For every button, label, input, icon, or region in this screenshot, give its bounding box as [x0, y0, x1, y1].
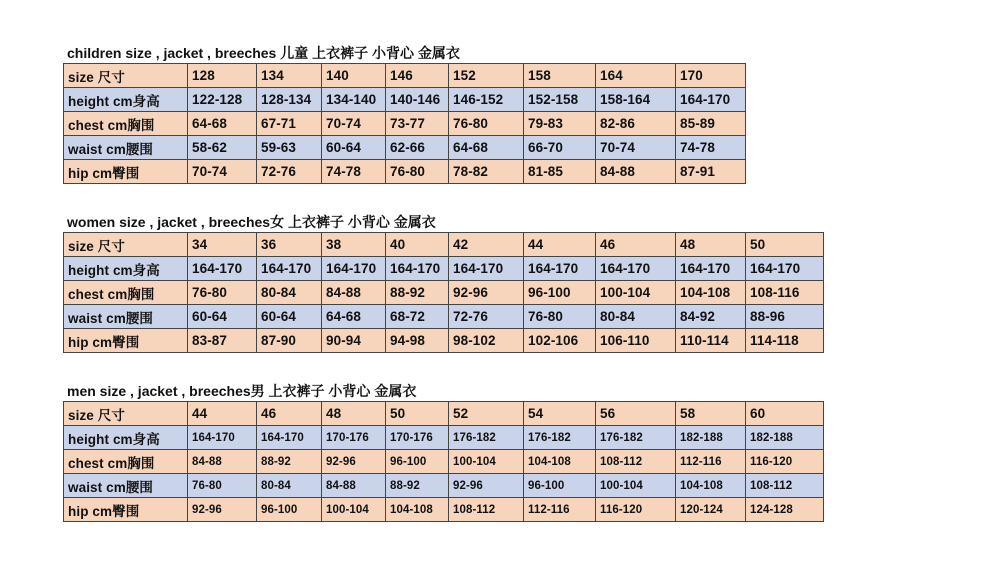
table-cell: 94-98 — [386, 329, 449, 353]
table-cell: 176-182 — [449, 426, 524, 450]
table-cell: 108-112 — [596, 450, 676, 474]
height-row — [64, 426, 824, 450]
table-cell: 42 — [449, 233, 524, 257]
table-cell: 152 — [449, 64, 524, 88]
table-cell: 58 — [676, 402, 746, 426]
table-cell: 124-128 — [746, 498, 824, 522]
table-cell: 72-76 — [449, 305, 524, 329]
men-size-section — [63, 381, 824, 522]
table-cell: 76-80 — [188, 474, 257, 498]
row-label: waist cm腰围 — [64, 305, 188, 329]
table-cell: 88-92 — [386, 474, 449, 498]
table-cell: 84-88 — [322, 474, 386, 498]
table-cell: 38 — [322, 233, 386, 257]
table-cell: 80-84 — [596, 305, 676, 329]
table-cell: 48 — [322, 402, 386, 426]
row-label: hip cm臀围 — [64, 160, 188, 184]
table-cell: 104-108 — [676, 281, 746, 305]
table-cell: 164-170 — [322, 257, 386, 281]
table-cell: 76-80 — [386, 160, 449, 184]
table-cell: 76-80 — [449, 112, 524, 136]
table-cell: 170 — [676, 64, 746, 88]
table-cell: 158-164 — [596, 88, 676, 112]
table-cell: 182-188 — [746, 426, 824, 450]
table-cell: 70-74 — [188, 160, 257, 184]
size-row — [64, 233, 824, 257]
table-cell: 87-91 — [676, 160, 746, 184]
table-cell: 80-84 — [257, 281, 322, 305]
table-cell: 100-104 — [596, 474, 676, 498]
table-cell: 84-88 — [322, 281, 386, 305]
table-cell: 122-128 — [188, 88, 257, 112]
height-row — [64, 88, 746, 112]
table-cell: 128 — [188, 64, 257, 88]
table-cell: 106-110 — [596, 329, 676, 353]
women-size-section — [63, 212, 824, 353]
hip-row — [64, 160, 746, 184]
table-cell: 34 — [188, 233, 257, 257]
table-cell: 58-62 — [188, 136, 257, 160]
table-cell: 68-72 — [386, 305, 449, 329]
table-cell: 100-104 — [322, 498, 386, 522]
table-cell: 88-92 — [386, 281, 449, 305]
table-cell: 116-120 — [746, 450, 824, 474]
table-cell: 134-140 — [322, 88, 386, 112]
table-cell: 120-124 — [676, 498, 746, 522]
table-cell: 60 — [746, 402, 824, 426]
table-cell: 164 — [596, 64, 676, 88]
chest-row — [64, 450, 824, 474]
row-label: size 尺寸 — [64, 402, 188, 426]
table-cell: 67-71 — [257, 112, 322, 136]
table-cell: 164-170 — [386, 257, 449, 281]
table-cell: 84-92 — [676, 305, 746, 329]
table-cell: 46 — [596, 233, 676, 257]
table-cell: 70-74 — [322, 112, 386, 136]
row-label: waist cm腰围 — [64, 136, 188, 160]
row-label: size 尺寸 — [64, 64, 188, 88]
table-cell: 52 — [449, 402, 524, 426]
table-cell: 79-83 — [524, 112, 596, 136]
table-cell: 60-64 — [257, 305, 322, 329]
table-cell: 59-63 — [257, 136, 322, 160]
table-cell: 78-82 — [449, 160, 524, 184]
table-cell: 92-96 — [188, 498, 257, 522]
table-cell: 73-77 — [386, 112, 449, 136]
table-cell: 56 — [596, 402, 676, 426]
table-cell: 116-120 — [596, 498, 676, 522]
table-cell: 164-170 — [257, 426, 322, 450]
hip-row — [64, 329, 824, 353]
table-cell: 96-100 — [524, 281, 596, 305]
women-table-title: women size , jacket , breeches女 上衣裤子 小背心 金属衣 — [67, 214, 436, 230]
table-cell: 54 — [524, 402, 596, 426]
children-size-table — [63, 63, 746, 184]
hip-row — [64, 498, 824, 522]
height-row — [64, 257, 824, 281]
table-cell: 66-70 — [524, 136, 596, 160]
table-cell: 164-170 — [188, 426, 257, 450]
table-cell: 50 — [386, 402, 449, 426]
table-cell: 164-170 — [524, 257, 596, 281]
table-cell: 80-84 — [257, 474, 322, 498]
size-row — [64, 64, 746, 88]
table-cell: 74-78 — [676, 136, 746, 160]
table-cell: 70-74 — [596, 136, 676, 160]
waist-row — [64, 474, 824, 498]
table-cell: 62-66 — [386, 136, 449, 160]
table-cell: 48 — [676, 233, 746, 257]
table-cell: 98-102 — [449, 329, 524, 353]
waist-row — [64, 305, 824, 329]
table-cell: 146-152 — [449, 88, 524, 112]
row-label: chest cm胸围 — [64, 281, 188, 305]
table-cell: 92-96 — [322, 450, 386, 474]
table-cell: 104-108 — [524, 450, 596, 474]
table-cell: 176-182 — [524, 426, 596, 450]
chest-row — [64, 281, 824, 305]
row-label: hip cm臀围 — [64, 498, 188, 522]
table-cell: 64-68 — [322, 305, 386, 329]
table-cell: 114-118 — [746, 329, 824, 353]
table-cell: 87-90 — [257, 329, 322, 353]
table-cell: 100-104 — [449, 450, 524, 474]
table-cell: 36 — [257, 233, 322, 257]
table-cell: 146 — [386, 64, 449, 88]
row-label: height cm身高 — [64, 88, 188, 112]
table-cell: 88-96 — [746, 305, 824, 329]
table-cell: 60-64 — [188, 305, 257, 329]
table-cell: 164-170 — [676, 88, 746, 112]
children-size-section — [63, 43, 746, 184]
table-cell: 84-88 — [188, 450, 257, 474]
table-cell: 110-114 — [676, 329, 746, 353]
table-cell: 92-96 — [449, 474, 524, 498]
table-cell: 44 — [188, 402, 257, 426]
table-cell: 50 — [746, 233, 824, 257]
row-label: size 尺寸 — [64, 233, 188, 257]
men-table-title: men size , jacket , breeches男 上衣裤子 小背心 金属衣 — [67, 383, 417, 399]
table-cell: 100-104 — [596, 281, 676, 305]
table-cell: 102-106 — [524, 329, 596, 353]
waist-row — [64, 136, 746, 160]
table-cell: 164-170 — [596, 257, 676, 281]
table-cell: 134 — [257, 64, 322, 88]
table-cell: 164-170 — [257, 257, 322, 281]
row-label: waist cm腰围 — [64, 474, 188, 498]
table-cell: 64-68 — [188, 112, 257, 136]
row-label: chest cm胸围 — [64, 450, 188, 474]
table-cell: 83-87 — [188, 329, 257, 353]
table-cell: 164-170 — [188, 257, 257, 281]
table-cell: 176-182 — [596, 426, 676, 450]
table-cell: 76-80 — [524, 305, 596, 329]
table-cell: 170-176 — [322, 426, 386, 450]
table-cell: 82-86 — [596, 112, 676, 136]
table-cell: 164-170 — [449, 257, 524, 281]
table-cell: 112-116 — [676, 450, 746, 474]
table-cell: 96-100 — [524, 474, 596, 498]
table-cell: 44 — [524, 233, 596, 257]
table-cell: 140-146 — [386, 88, 449, 112]
table-cell: 112-116 — [524, 498, 596, 522]
table-cell: 81-85 — [524, 160, 596, 184]
table-cell: 128-134 — [257, 88, 322, 112]
children-table-title: children size , jacket , breeches 儿童 上衣裤子 小背心 金属衣 — [67, 45, 460, 61]
row-label: height cm身高 — [64, 426, 188, 450]
women-size-table — [63, 232, 824, 353]
table-cell: 140 — [322, 64, 386, 88]
table-cell: 72-76 — [257, 160, 322, 184]
table-cell: 108-116 — [746, 281, 824, 305]
table-cell: 46 — [257, 402, 322, 426]
table-cell: 108-112 — [746, 474, 824, 498]
row-label: hip cm臀围 — [64, 329, 188, 353]
table-cell: 96-100 — [257, 498, 322, 522]
table-cell: 170-176 — [386, 426, 449, 450]
table-cell: 85-89 — [676, 112, 746, 136]
table-cell: 96-100 — [386, 450, 449, 474]
size-row — [64, 402, 824, 426]
table-cell: 84-88 — [596, 160, 676, 184]
table-cell: 90-94 — [322, 329, 386, 353]
table-cell: 60-64 — [322, 136, 386, 160]
chest-row — [64, 112, 746, 136]
table-cell: 158 — [524, 64, 596, 88]
row-label: height cm身高 — [64, 257, 188, 281]
table-cell: 88-92 — [257, 450, 322, 474]
table-cell: 92-96 — [449, 281, 524, 305]
table-cell: 74-78 — [322, 160, 386, 184]
table-cell: 104-108 — [386, 498, 449, 522]
table-cell: 164-170 — [746, 257, 824, 281]
table-cell: 64-68 — [449, 136, 524, 160]
table-cell: 182-188 — [676, 426, 746, 450]
table-cell: 76-80 — [188, 281, 257, 305]
row-label: chest cm胸围 — [64, 112, 188, 136]
table-cell: 152-158 — [524, 88, 596, 112]
table-cell: 40 — [386, 233, 449, 257]
table-cell: 104-108 — [676, 474, 746, 498]
table-cell: 108-112 — [449, 498, 524, 522]
table-cell: 164-170 — [676, 257, 746, 281]
men-size-table — [63, 401, 824, 522]
